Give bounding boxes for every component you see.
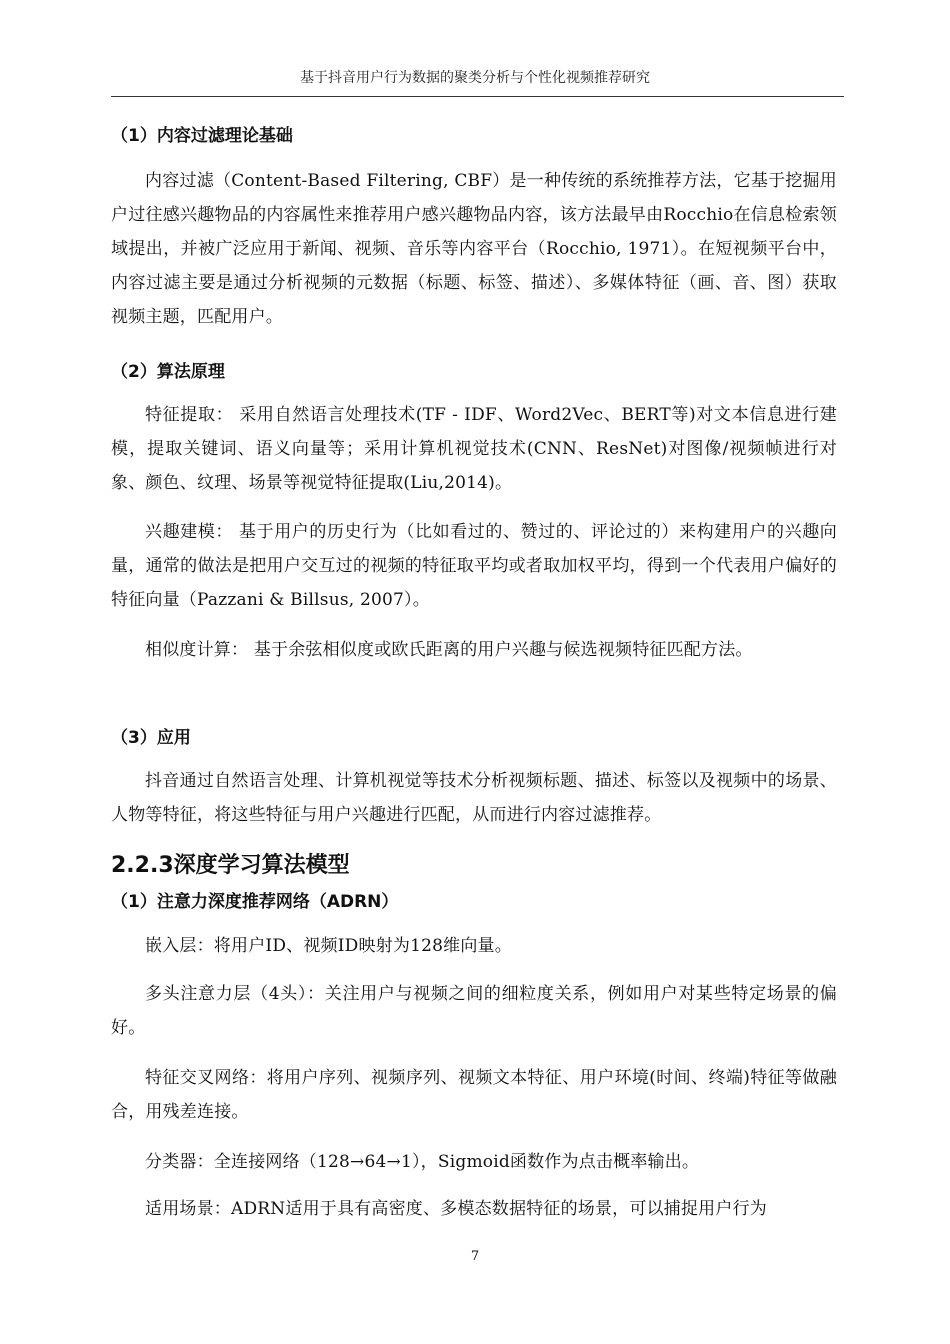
- header-divider: [111, 96, 844, 97]
- paragraph-feature-cross: 特征交叉网络：将用户序列、视频序列、视频文本特征、用户环境(时间、终端)特征等做融合，用残差连接。: [111, 1068, 837, 1122]
- paragraph-interest-modeling: 兴趣建模： 基于用户的历史行为（比如看过的、赞过的、评论过的）来构建用户的兴趣向量，通常的做法是把用户交互过的视频的特征取平均或者取加权平均，得到一个代表用户偏好的特征向量（Pazzani & Billsus, 2007）。: [111, 522, 837, 610]
- section-heading-algorithm: （2）算法原理: [111, 362, 225, 382]
- paragraph-cbf-intro: 内容过滤（Content-Based Filtering, CBF）是一种传统的系统推荐方法，它基于挖掘用户过往感兴趣物品的内容属性来推荐用户感兴趣物品内容，该方法最早由Rocchio在信息检索领域提出，并被广泛应用于新闻、视频、音乐等内容平台（Rocchio, 1971）。在短视频平台中，内容过滤主要是通过分析视频的元数据（标题、标签、描述）、多媒体特征（画、音、图）获取视频主题，匹配用户。: [111, 171, 837, 327]
- section-heading-cbf: （1）内容过滤理论基础: [111, 126, 293, 146]
- paragraph-feature-extraction: 特征提取： 采用自然语言处理技术(TF - IDF、Word2Vec、BERT等)对文本信息进行建模，提取关键词、语义向量等；采用计算机视觉技术(CNN、ResNet)对图像/视频帧进行对象、颜色、纹理、场景等视觉特征提取(Liu,2014)。: [111, 405, 837, 493]
- page-number: 7: [470, 1249, 480, 1264]
- paragraph-use-case: 适用场景：ADRN适用于具有高密度、多模态数据特征的场景，可以捕捉用户行为: [145, 1199, 767, 1219]
- paragraph-application: 抖音通过自然语言处理、计算机视觉等技术分析视频标题、描述、标签以及视频中的场景、人物等特征，将这些特征与用户兴趣进行匹配，从而进行内容过滤推荐。: [111, 771, 837, 825]
- section-heading-adrn: （1）注意力深度推荐网络（ADRN）: [111, 892, 399, 912]
- section-heading-application: （3）应用: [111, 728, 191, 748]
- section-heading-deep-learning: 2.2.3深度学习算法模型: [111, 853, 350, 878]
- paragraph-attention-layer: 多头注意力层（4头）：关注用户与视频之间的细粒度关系，例如用户对某些特定场景的偏好。: [111, 984, 837, 1038]
- paragraph-embedding-layer: 嵌入层：将用户ID、视频ID映射为128维向量。: [145, 936, 512, 956]
- paragraph-classifier: 分类器：全连接网络（128→64→1），Sigmoid函数作为点击概率输出。: [145, 1152, 700, 1172]
- running-header: 基于抖音用户行为数据的聚类分析与个性化视频推荐研究: [300, 70, 650, 86]
- paragraph-similarity: 相似度计算： 基于余弦相似度或欧氏距离的用户兴趣与候选视频特征匹配方法。: [145, 640, 753, 660]
